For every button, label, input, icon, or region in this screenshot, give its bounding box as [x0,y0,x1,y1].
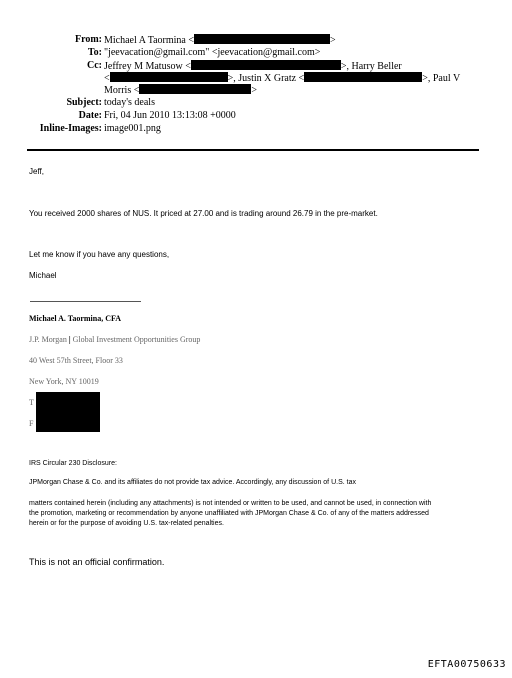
disclosure-line-3: the promotion, marketing or recommendation by anyone unaffiliated with JPMorgan Chase & Co. of any of the matters addressed [29,510,429,517]
cc-line-3 [104,84,257,97]
cc-tail-1: >, Harry Beller [340,61,402,72]
greeting: Jeff, [29,167,44,176]
body-paragraph-2: Let me know if you have any questions, [29,250,170,259]
signature-name: Michael A. Taormina, CFA [29,314,122,323]
signature-separator: | [68,335,71,344]
inline-images-label: Inline-Images: [39,123,102,134]
date-label: Date: [78,110,102,121]
from-label: From: [74,34,102,45]
from-value [104,34,336,47]
signature-firm-line [29,335,200,345]
cc-name-1: Jeffrey M Matusow < [104,61,191,72]
signoff: Michael [29,271,57,280]
disclosure-line-1: JPMorgan Chase & Co. and its affiliates do not provide tax advice. Accordingly, any discussion of U.S. tax [29,479,356,486]
subject-value: today's deals [104,97,155,108]
signature-group: Global Investment Opportunities Group [72,335,201,344]
disclosure-heading: IRS Circular 230 Disclosure: [29,460,117,467]
from-tail: > [330,35,336,46]
cc-head-3: Morris < [104,85,140,96]
not-official-confirmation: This is not an official confirmation. [29,557,165,567]
redacted-contact-block [36,392,100,432]
inline-images-value: image001.png [104,123,161,134]
to-value: "jeevacation@gmail.com" <jeevacation@gmail.com> [104,47,321,58]
cc-mid-2: >, Justin X Gratz < [227,73,305,84]
redacted-block [139,84,251,94]
disclosure-line-2: matters contained herein (including any attachments) is not intended or written to be used, and cannot be used, in connection with [29,500,432,507]
redacted-block [191,60,341,70]
signature-firm: J.P. Morgan [29,335,67,344]
redacted-block [110,72,228,82]
cc-head-2: < [104,73,110,84]
document-id: EFTA00750633 [427,659,506,670]
from-name: Michael A Taormina < [104,35,195,46]
header-divider [27,149,479,151]
signature-divider [30,301,141,302]
signature-phone-label: T [29,398,34,407]
cc-tail-3: > [251,85,258,96]
to-label: To: [87,47,102,58]
cc-label: Cc: [87,60,102,71]
body-paragraph-1: You received 2000 shares of NUS. It priced at 27.00 and is trading around 26.79 in the pre-market. [29,209,378,218]
redacted-block [304,72,422,82]
disclosure-line-4: herein or for the purpose of avoiding U.S. tax-related penalties. [29,520,224,527]
cc-tail-2: >, Paul V [422,73,461,84]
signature-address-1: 40 West 57th Street, Floor 33 [29,356,123,365]
signature-address-2: New York, NY 10019 [29,377,99,386]
signature-fax-label: F [29,419,34,428]
date-value: Fri, 04 Jun 2010 13:13:08 +0000 [104,110,236,121]
subject-label: Subject: [66,97,102,108]
redacted-block [194,34,330,44]
